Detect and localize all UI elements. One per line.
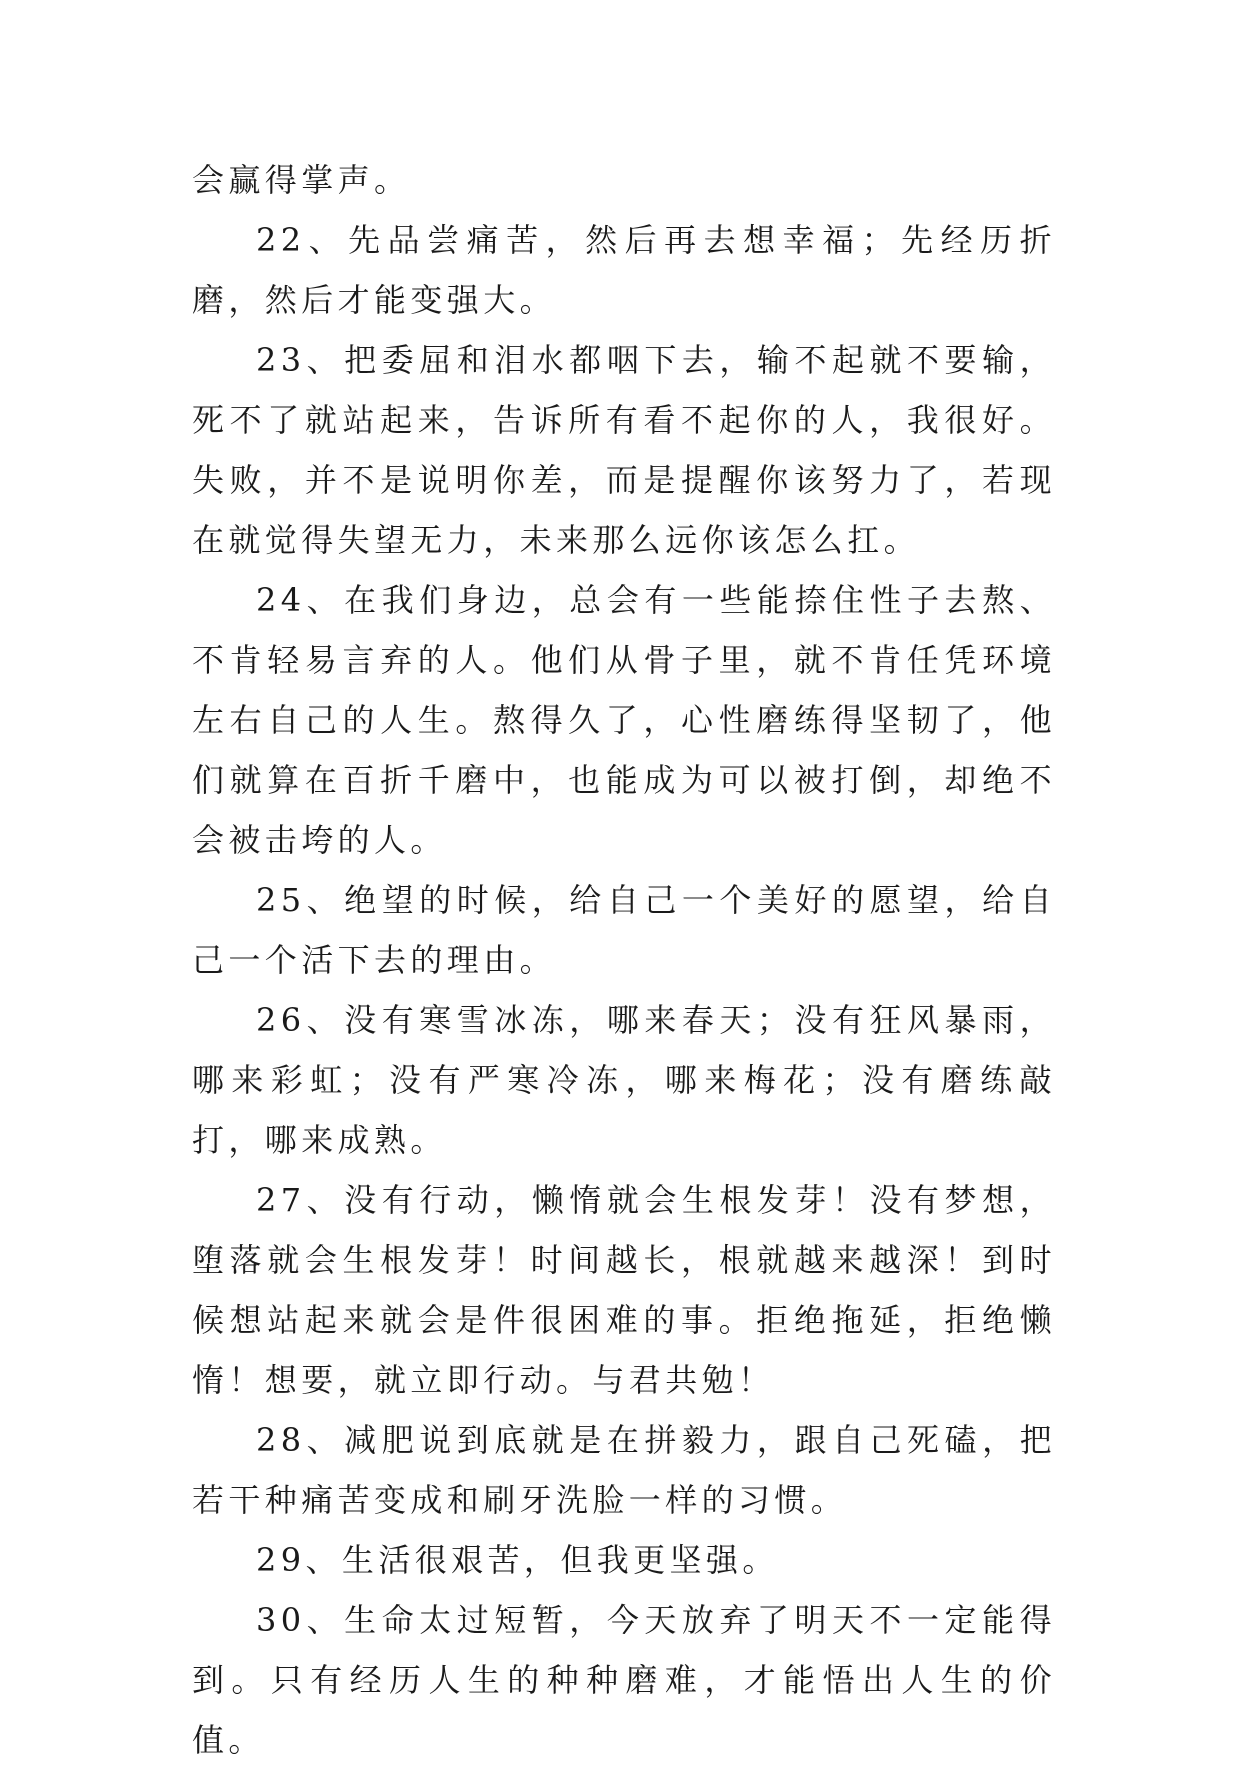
paragraph-23: 23、把委屈和泪水都咽下去，输不起就不要输，死不了就站起来，告诉所有看不起你的人，我很好。失败，并不是说明你差，而是提醒你该努力了，若现在就觉得失望无力，未来那么远你该怎么扛。 (192, 341, 1056, 559)
paragraph-27: 27、没有行动，懒惰就会生根发芽！没有梦想，堕落就会生根发芽！时间越长，根就越来越深！到时候想站起来就会是件很困难的事。拒绝拖延，拒绝懒惰！想要，就立即行动。与君共勉！ (192, 1181, 1056, 1399)
document-page (192, 150, 1056, 1770)
paragraph-21-continuation: 会赢得掌声。 (192, 161, 411, 199)
paragraph-30: 30、生命太过短暂，今天放弃了明天不一定能得到。只有经历人生的种种磨难，才能悟出人生的价值。 (192, 1601, 1056, 1759)
paragraph-22: 22、先品尝痛苦，然后再去想幸福；先经历折磨，然后才能变强大。 (192, 221, 1056, 319)
paragraph-24: 24、在我们身边，总会有一些能捺住性子去熬、不肯轻易言弃的人。他们从骨子里，就不肯任凭环境左右自己的人生。熬得久了，心性磨练得坚韧了，他们就算在百折千磨中，也能成为可以被打倒，却绝不会被击垮的人。 (192, 581, 1056, 859)
paragraph-29: 29、生活很艰苦，但我更坚强。 (256, 1541, 779, 1579)
paragraph-26: 26、没有寒雪冰冻，哪来春天；没有狂风暴雨，哪来彩虹；没有严寒冷冻，哪来梅花；没有磨练敲打，哪来成熟。 (192, 1001, 1056, 1159)
paragraph-28: 28、减肥说到底就是在拼毅力，跟自己死磕，把若干种痛苦变成和刷牙洗脸一样的习惯。 (192, 1421, 1056, 1519)
paragraph-25: 25、绝望的时候，给自己一个美好的愿望，给自己一个活下去的理由。 (192, 881, 1056, 979)
